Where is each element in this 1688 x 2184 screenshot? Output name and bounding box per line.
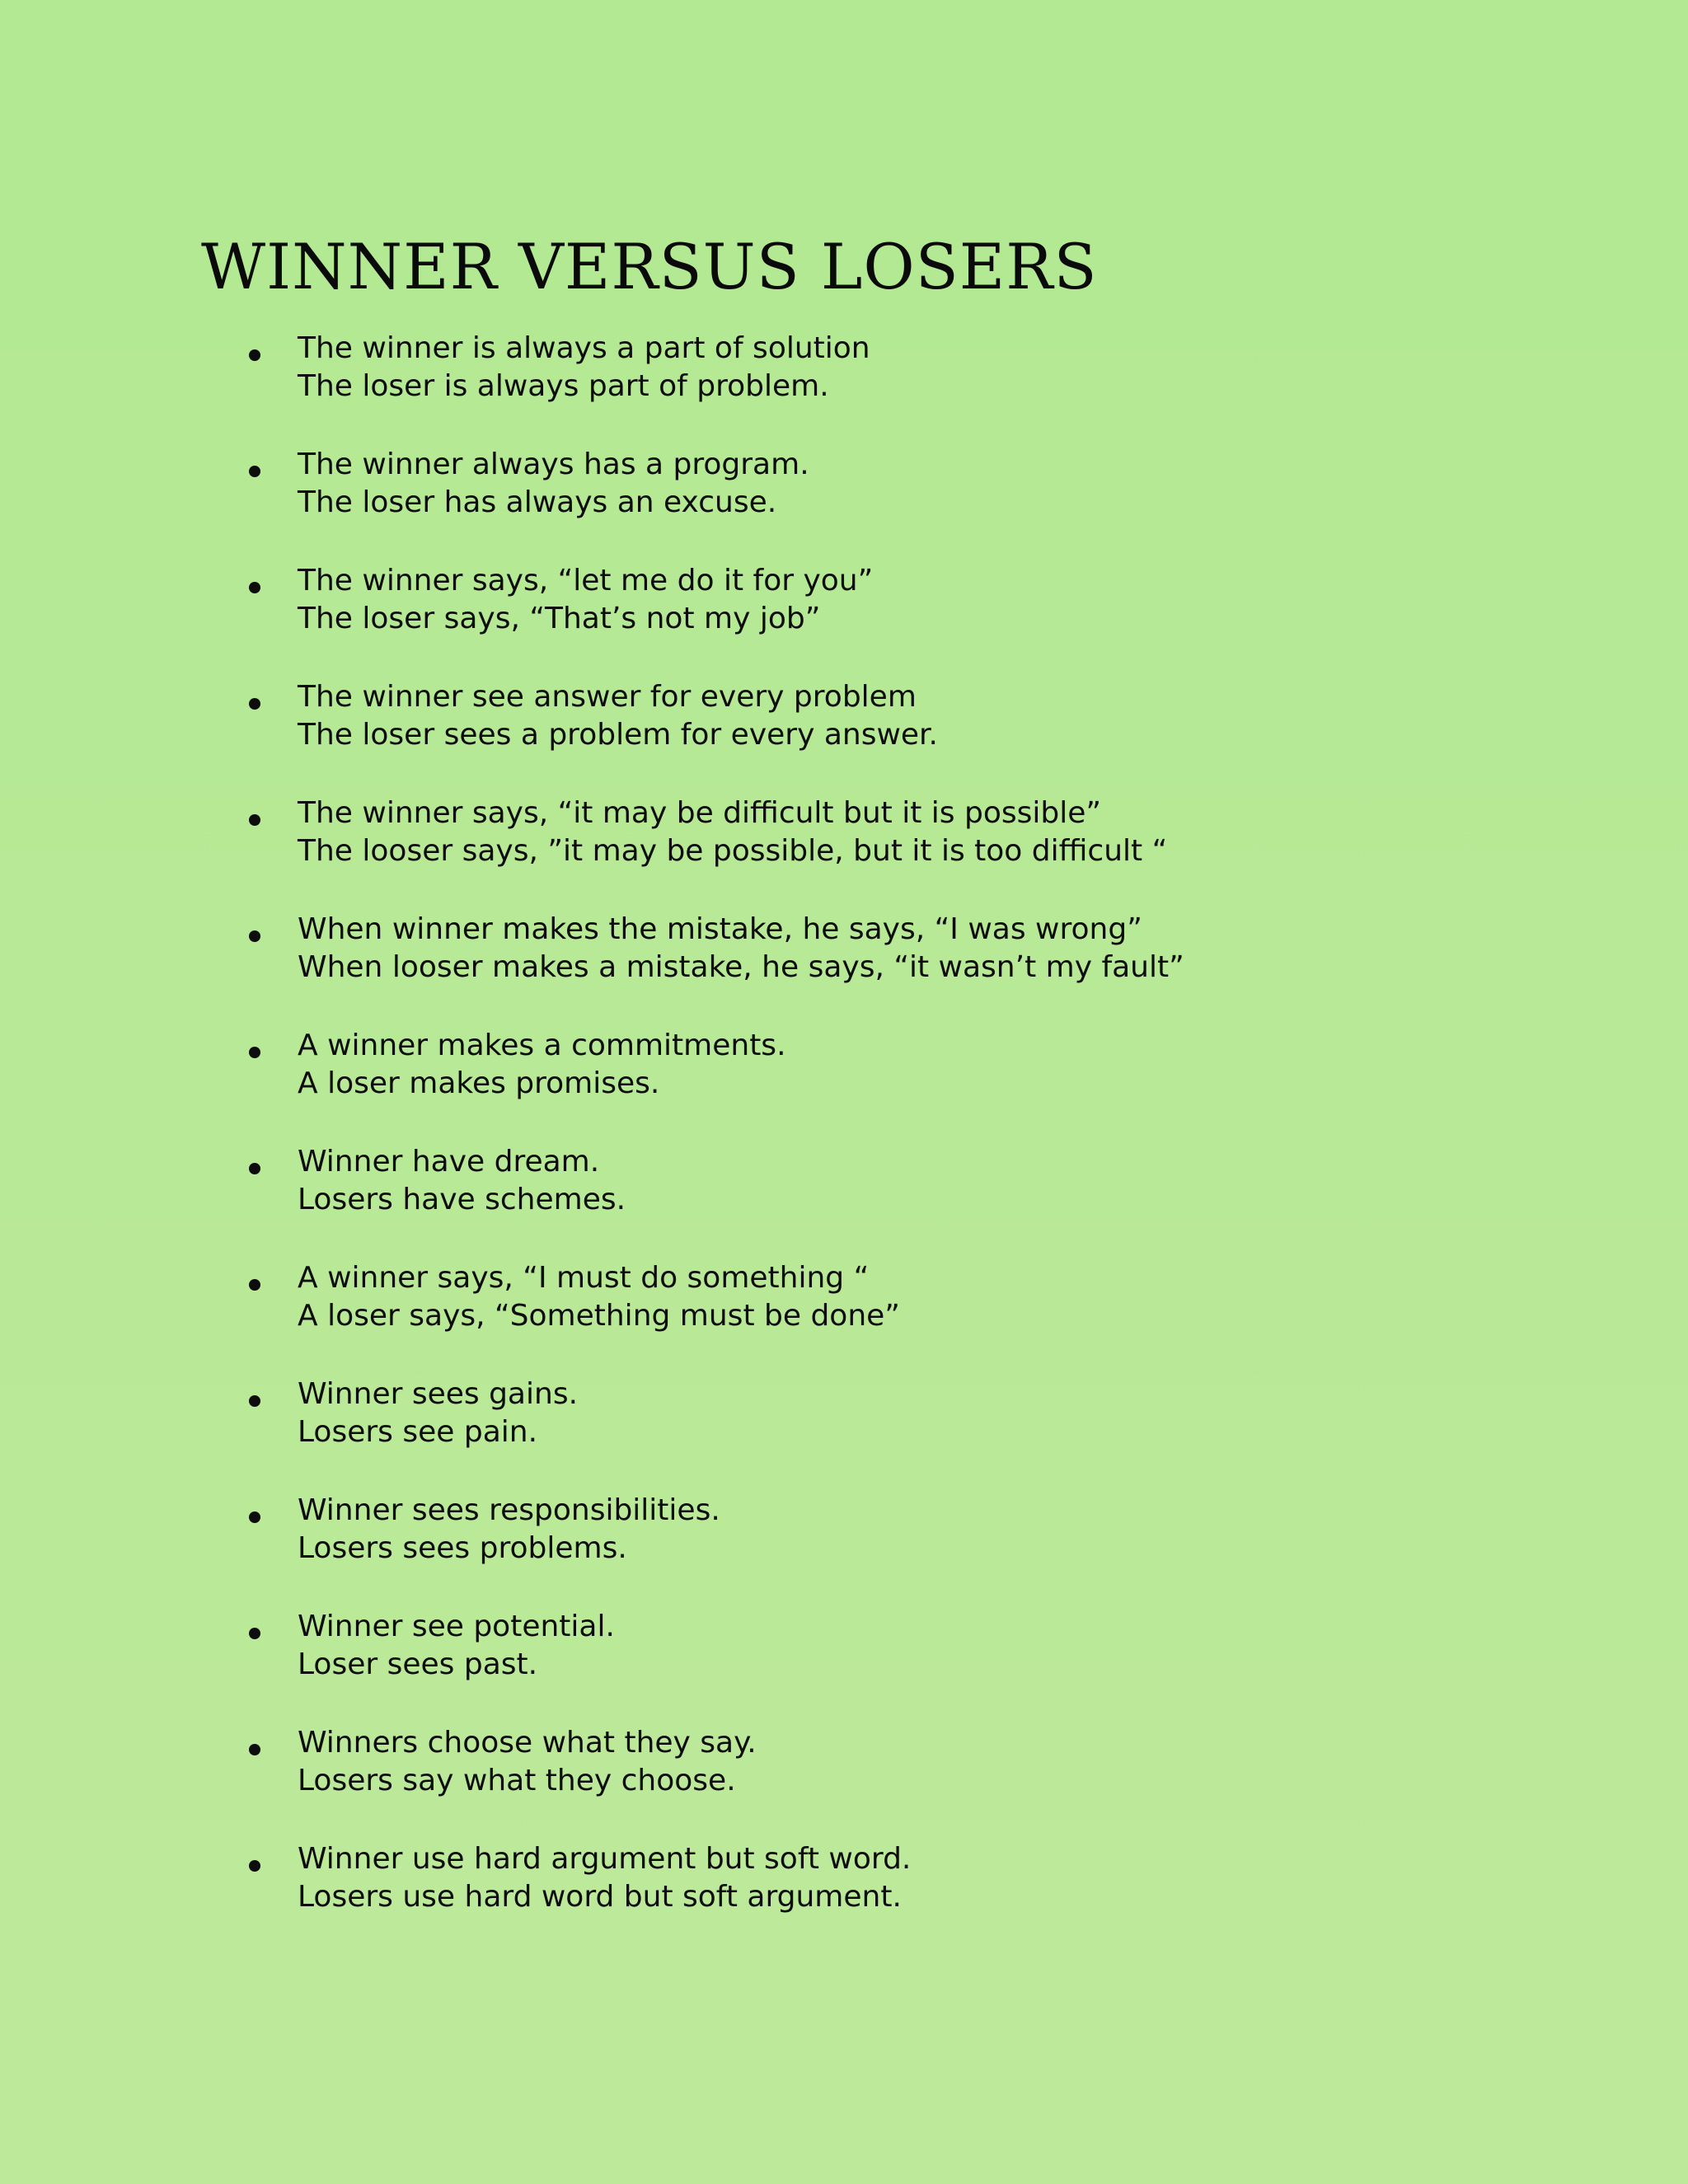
loser-line: The loser says, “That’s not my job” (298, 602, 821, 635)
list-item (0, 1608, 1688, 1724)
winner-line: A winner says, “I must do something “ (298, 1261, 870, 1295)
loser-line: The loser sees a problem for every answer. (298, 718, 938, 752)
bullet-icon (249, 349, 260, 361)
bullet-icon (249, 1860, 260, 1872)
page-title: WINNER VERSUS LOSERS (201, 230, 1098, 303)
list-item (0, 1840, 1688, 1957)
winner-line: The winner is always a part of solution (298, 331, 870, 365)
list-item (0, 1492, 1688, 1608)
bullet-icon (249, 698, 260, 710)
list-item (0, 911, 1688, 1027)
winner-line: The winner says, “it may be difficult but it is possible” (298, 796, 1102, 830)
winner-line: The winner see answer for every problem (298, 680, 917, 714)
bullet-icon (249, 1047, 260, 1058)
bullet-icon (249, 1395, 260, 1407)
bullet-icon (249, 1279, 260, 1291)
winner-line: Winner sees gains. (298, 1377, 579, 1411)
winner-line: When winner makes the mistake, he says, “I was wrong” (298, 912, 1142, 946)
bullet-icon (249, 1511, 260, 1523)
list-item (0, 330, 1688, 446)
loser-line: The loser has always an excuse. (298, 485, 777, 519)
loser-line: Losers say what they choose. (298, 1764, 736, 1797)
bullet-icon (249, 1628, 260, 1639)
loser-line: A loser says, “Something must be done” (298, 1299, 900, 1333)
list-item (0, 1259, 1688, 1376)
winner-line: Winner sees responsibilities. (298, 1493, 720, 1527)
winner-line: Winner use hard argument but soft word. (298, 1842, 912, 1876)
list-item (0, 562, 1688, 678)
loser-line: Losers sees problems. (298, 1531, 627, 1565)
list-item (0, 1376, 1688, 1492)
loser-line: A loser makes promises. (298, 1066, 660, 1100)
winner-line: Winner have dream. (298, 1145, 600, 1179)
bullet-icon (249, 814, 260, 826)
list-item (0, 678, 1688, 794)
loser-line: The loser is always part of problem. (298, 369, 829, 403)
loser-line: Loser sees past. (298, 1647, 538, 1681)
winner-line: A winner makes a commitments. (298, 1029, 786, 1062)
bullet-icon (249, 582, 260, 593)
loser-line: Losers have schemes. (298, 1183, 626, 1216)
winner-line: The winner says, “let me do it for you” (298, 564, 874, 598)
loser-line: When looser makes a mistake, he says, “it wasn’t my fault” (298, 950, 1184, 984)
comparison-list (0, 330, 1688, 1957)
loser-line: The looser says, ”it may be possible, but it is too difficult “ (298, 834, 1168, 868)
bullet-icon (249, 1163, 260, 1174)
bullet-icon (249, 466, 260, 477)
list-item (0, 1143, 1688, 1259)
bullet-icon (249, 1744, 260, 1755)
winner-line: The winner always has a program. (298, 448, 809, 481)
list-item (0, 794, 1688, 911)
list-item (0, 1027, 1688, 1143)
loser-line: Losers use hard word but soft argument. (298, 1880, 902, 1914)
bullet-icon (249, 930, 260, 942)
list-item (0, 1724, 1688, 1840)
list-item (0, 446, 1688, 562)
winner-line: Winners choose what they say. (298, 1726, 757, 1760)
winner-line: Winner see potential. (298, 1610, 615, 1643)
loser-line: Losers see pain. (298, 1415, 538, 1449)
